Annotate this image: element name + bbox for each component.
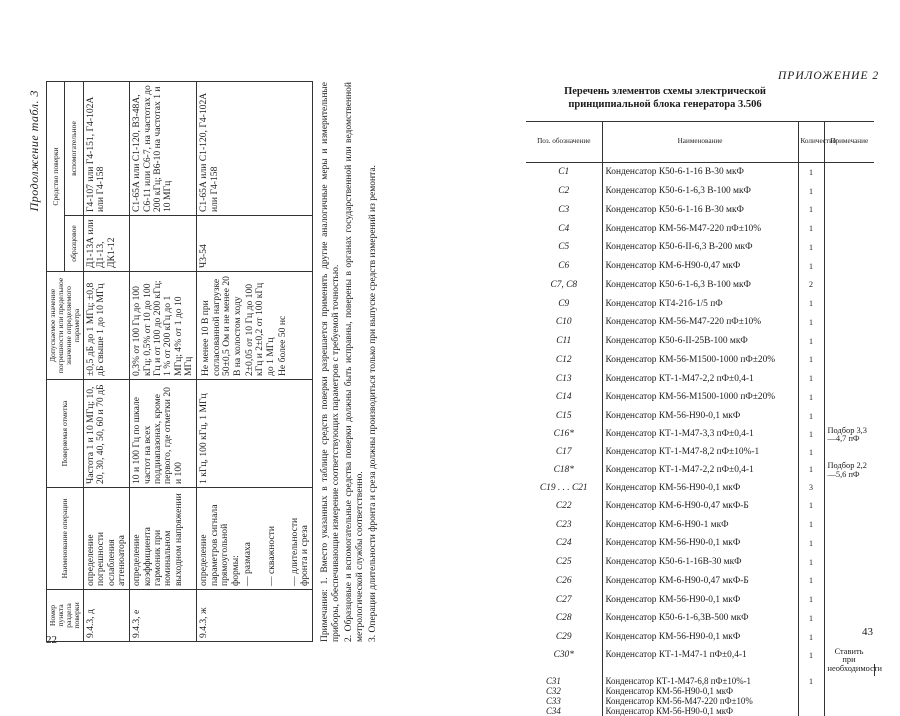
cell-position: С15 — [526, 407, 602, 426]
cell-note — [824, 696, 874, 706]
cell-name: Конденсатор КМ-56-М1500-1000 пФ±20% — [602, 351, 798, 370]
table-row — [526, 388, 874, 407]
table-row — [83, 82, 129, 642]
cell-position: С16* — [526, 426, 602, 444]
header-means: Средство поверки — [47, 82, 65, 272]
cell-name: Конденсатор К50-6-II-25В-100 мкФ — [602, 332, 798, 351]
col-position: Поз. обозначение — [526, 122, 602, 163]
page-number-right: 43 — [862, 626, 873, 638]
cell-quantity: 1 — [798, 294, 824, 313]
table-row — [526, 461, 874, 479]
cell-name: Конденсатор К50-6-1-6,3 В-100 мкФ — [602, 182, 798, 201]
cell-position: С6 — [526, 257, 602, 276]
table-row — [526, 515, 874, 534]
cell-name: Конденсатор КМ-56-Н90-0,1 мкФ — [602, 479, 798, 497]
cell-quantity: 1 — [798, 313, 824, 332]
cell-tolerance — [197, 272, 313, 380]
table-row — [130, 82, 197, 642]
cell-position: С33 — [526, 696, 602, 706]
right-page — [460, 0, 900, 684]
cell-note — [824, 572, 874, 591]
cell-quantity: 1 — [798, 572, 824, 591]
cell-quantity: 1 — [798, 497, 824, 516]
cell-quantity: 1 — [798, 332, 824, 351]
cell-quantity: 1 — [798, 238, 824, 257]
cell-name: Конденсатор КМ-56-Н90-0,1 мкФ — [602, 628, 798, 647]
cell-position: С13 — [526, 369, 602, 388]
table-row — [526, 332, 874, 351]
table-row — [526, 686, 874, 696]
cell-quantity — [798, 696, 824, 706]
cell-note — [824, 257, 874, 276]
cell-quantity: 1 — [798, 388, 824, 407]
cell-position: С27 — [526, 590, 602, 609]
header-item: Номер пункта раздела поверки — [47, 590, 84, 642]
cell-name: Конденсатор КМ-56-М47-220 пФ±10% — [602, 696, 798, 706]
table-row — [526, 369, 874, 388]
cell-note: Подбор 2,2—5,6 пФ — [824, 461, 874, 497]
cell-quantity: 1 — [798, 443, 824, 461]
cell-note: Ставить при необходимости — [824, 647, 874, 677]
cell-quantity: 1 — [798, 676, 824, 686]
cell-position: С30* — [526, 647, 602, 665]
cell-name: Конденсатор КТ-1-М47-3,3 пФ±0,4-1 — [602, 426, 798, 444]
cell-position: С18* — [526, 461, 602, 479]
table-row — [526, 351, 874, 370]
table-row — [526, 313, 874, 332]
cell-position: С31 — [526, 676, 602, 686]
cell-operation — [197, 488, 313, 590]
tolerance-amplitude: Не менее 10 В при согласованной нагрузке 50±0,5 Ом и не менее 20 В на холостом ходу — [201, 275, 242, 376]
table-row — [526, 676, 874, 686]
cell-quantity: 1 — [798, 534, 824, 553]
cell-reference: Ч3-54 — [197, 216, 313, 272]
cell-item: 9.4.3, д — [83, 590, 129, 642]
cell-note — [824, 238, 874, 257]
cell-quantity: 1 — [798, 426, 824, 444]
rotated-table-block — [18, 82, 413, 642]
table-row — [526, 696, 874, 706]
header-operation: Наименование операции — [47, 488, 84, 590]
table-row — [526, 534, 874, 553]
cell-marks: Частота 1 и 10 МГц; 10, 20, 30, 40, 50, 60 и 70 дБ — [83, 380, 129, 488]
cell-reference — [130, 216, 197, 272]
cell-position: С7, С8 — [526, 276, 602, 295]
table-row — [526, 276, 874, 295]
cell-note — [824, 686, 874, 696]
cell-position: С22 — [526, 497, 602, 516]
cell-name: Конденсатор К50-6-1-6,3 В-100 мкФ — [602, 276, 798, 295]
cell-note — [824, 294, 874, 313]
cell-position: С24 — [526, 534, 602, 553]
appendix-label: ПРИЛОЖЕНИЕ 2 — [778, 70, 879, 82]
note-1: Примечания: 1. Вместо указанных в таблице средств поверки разрешается применять другие аналогичные меры и измерительные приборы, обеспечивающие измерение соответствующих параметров с требуемой точностью. — [320, 82, 343, 642]
operation-duty: — скважности — [267, 491, 277, 586]
col-name: Наименование — [602, 122, 798, 163]
table-row — [526, 590, 874, 609]
cell-quantity: 1 — [798, 219, 824, 238]
spacer-cell — [602, 664, 798, 676]
cell-name: Конденсатор К50-6-II-6,3 В-200 мкФ — [602, 238, 798, 257]
cell-name: Конденсатор КМ-6-Н90-1 мкФ — [602, 515, 798, 534]
cell-name: Конденсатор КМ-56-Н90-0,1 мкФ — [602, 686, 798, 696]
cell-quantity: 1 — [798, 369, 824, 388]
header-tolerance: Допускаемое значение погрешности или предельное значение определяемого параметра — [47, 272, 84, 380]
cell-name: Конденсатор К50-6-1-16 В-30 мкФ — [602, 201, 798, 220]
table-row — [526, 182, 874, 201]
continuation-label: Продолжение табл. 3 — [28, 90, 41, 211]
page-title: Перечень элементов схемы электрической принципиальной блока генератора 3.506 — [530, 86, 800, 111]
cell-quantity: 1 — [798, 647, 824, 665]
table-header-row — [47, 82, 65, 642]
table-row — [526, 443, 874, 461]
operation-text: определение параметров сигнала прямоугольной формы: — [198, 505, 240, 586]
table-row — [526, 609, 874, 628]
cell-name: Конденсатор КМ-56-Н90-0,1 мкФ — [602, 534, 798, 553]
cell-quantity: 1 — [798, 407, 824, 426]
cell-name: Конденсатор КМ-56-Н90-0,1 мкФ — [602, 590, 798, 609]
tolerance-duration: Не более 50 нс — [278, 275, 288, 376]
cell-quantity — [798, 706, 824, 716]
operation-amplitude: — размаха — [243, 491, 253, 586]
cell-position: С17 — [526, 443, 602, 461]
col-quantity: Количество — [798, 122, 824, 163]
cell-name: Конденсатор КМ-6-Н90-0,47 мкФ — [602, 257, 798, 276]
cell-note: Подбор 3,3—4,7 пФ — [824, 426, 874, 462]
cell-name: Конденсатор К50-6-1-16 В-30 мкФ — [602, 163, 798, 182]
left-page — [0, 0, 460, 684]
verification-table — [46, 81, 313, 642]
cell-note — [824, 553, 874, 572]
table-row — [526, 238, 874, 257]
cell-quantity — [798, 686, 824, 696]
cell-name: Конденсатор КМ-56-Н90-0,1 мкФ — [602, 706, 798, 716]
cell-note — [824, 590, 874, 609]
cell-position: С11 — [526, 332, 602, 351]
cell-quantity: 1 — [798, 182, 824, 201]
elements-table-body — [526, 163, 874, 716]
table-row — [526, 479, 874, 497]
cell-operation: определение погрешности ослабления аттенюатора — [83, 488, 129, 590]
cell-marks: 1 кГц, 100 кГц, 1 МГц — [197, 380, 313, 488]
table-row — [526, 201, 874, 220]
cell-position: С3 — [526, 201, 602, 220]
cell-position: С5 — [526, 238, 602, 257]
cell-quantity: 3 — [798, 479, 824, 497]
table-row — [526, 407, 874, 426]
cell-note — [824, 609, 874, 628]
cell-auxiliary: Г4-107 или Г4-151, Г4-102А или Г4-158 — [83, 82, 129, 216]
cell-name: Конденсатор КМ-6-Н90-0,47 мкФ-Б — [602, 572, 798, 591]
cell-quantity: 1 — [798, 163, 824, 182]
cell-quantity: 1 — [798, 609, 824, 628]
table-row — [526, 219, 874, 238]
cell-position: С34 — [526, 706, 602, 716]
cell-auxiliary: С1-65А или С1-120, Г4-102А или Г4-158 — [197, 82, 313, 216]
table-row — [526, 257, 874, 276]
cell-quantity: 1 — [798, 351, 824, 370]
cell-tolerance: 0,3% от 100 Гц до 100 кГц; 0,5% от 10 до 100 Гц и от 100 до 200 кГц; 1 % от 200 кГц до 1 МГц; 4% от 1 до 10 МГц — [130, 272, 197, 380]
cell-quantity: 1 — [798, 257, 824, 276]
cell-reference: Д1-13А или Д1-13, ДК1-12 — [83, 216, 129, 272]
cell-quantity: 1 — [798, 515, 824, 534]
cell-position: С10 — [526, 313, 602, 332]
cell-name: Конденсатор КМ-6-Н90-0,47 мкФ-Б — [602, 497, 798, 516]
page-number-left: 22 — [46, 634, 57, 646]
cell-tolerance: ±0,5 дБ до 1 МГц; ±0,8 дБ свыше 1 до 10 МГц — [83, 272, 129, 380]
cell-position: С28 — [526, 609, 602, 628]
table-row — [526, 553, 874, 572]
table-row — [526, 628, 874, 647]
table-row — [526, 426, 874, 444]
cell-item: 9.4.3, ж — [197, 590, 313, 642]
cell-note — [824, 497, 874, 516]
cell-name: Конденсатор КМ-56-М47-220 пФ±10% — [602, 219, 798, 238]
table-row — [197, 82, 313, 642]
spacer-cell — [526, 664, 602, 676]
operation-duration: — длительности фронта и среза — [290, 491, 311, 586]
col-note: Примечание — [824, 122, 874, 163]
table-row — [526, 294, 874, 313]
cell-item: 9.4.3, е — [130, 590, 197, 642]
cell-quantity: 1 — [798, 461, 824, 479]
cell-note — [824, 276, 874, 295]
cell-name: Конденсатор КТ4-21б-1/5 пФ — [602, 294, 798, 313]
cell-name: Конденсатор КМ-56-Н90-0,1 мкФ — [602, 407, 798, 426]
cell-position: С29 — [526, 628, 602, 647]
cell-note — [824, 388, 874, 407]
cell-name: Конденсатор КМ-56-М1500-1000 пФ±20% — [602, 388, 798, 407]
table-row — [526, 163, 874, 182]
cell-name: Конденсатор КТ-1-М47-6,8 пФ±10%-1 — [602, 676, 798, 686]
cell-position: С32 — [526, 686, 602, 696]
cell-position: С9 — [526, 294, 602, 313]
cell-quantity: 2 — [798, 276, 824, 295]
spacer-cell — [798, 664, 824, 676]
cell-position: С12 — [526, 351, 602, 370]
cell-note — [824, 676, 874, 686]
cell-note — [824, 706, 874, 716]
cell-note — [824, 201, 874, 220]
cell-auxiliary: С1-65А или С1-120, В3-48А, С6-11 или С6-7, на частотах до 200 кГц; В6-10 на частотах 1 и 10 МГц — [130, 82, 197, 216]
cell-note — [824, 163, 874, 182]
cell-note — [824, 407, 874, 426]
cell-note — [824, 369, 874, 388]
table-row — [526, 647, 874, 665]
table-row — [526, 706, 874, 716]
cell-quantity: 1 — [798, 201, 824, 220]
table-row — [526, 497, 874, 516]
cell-note — [824, 534, 874, 553]
notes — [320, 82, 380, 642]
cell-position: С1 — [526, 163, 602, 182]
cell-position: С19 . . . С21 — [526, 479, 602, 497]
cell-position: С26 — [526, 572, 602, 591]
cell-name: Конденсатор КТ-1-М47-1 пФ±0,4-1 — [602, 647, 798, 665]
spacer-row — [526, 664, 874, 676]
note-2: 2. Образцовые и вспомогательные средства поверки должны быть исправны, поверены в органах государственной или ведомственной метрологической службы соответственно. — [344, 82, 367, 642]
cell-note — [824, 332, 874, 351]
cell-note — [824, 182, 874, 201]
cell-name: Конденсатор К50-6-1-6,3В-500 мкФ — [602, 609, 798, 628]
cell-position: С2 — [526, 182, 602, 201]
elements-table — [526, 121, 874, 716]
cell-name: Конденсатор КТ-1-М47-8,2 пФ±10%-1 — [602, 443, 798, 461]
cell-quantity: 1 — [798, 590, 824, 609]
header-auxiliary: вспомогательное — [65, 82, 83, 216]
cell-position: С25 — [526, 553, 602, 572]
cell-note — [824, 313, 874, 332]
header-reference: образцовое — [65, 216, 83, 272]
cell-name: Конденсатор КТ-1-М47-2,2 пФ±0,4-1 — [602, 369, 798, 388]
cell-note — [824, 351, 874, 370]
cell-operation: определение коэффициента гармоник при номинальном выходном напряжении — [130, 488, 197, 590]
table-header-row — [526, 122, 874, 163]
cell-name: Конденсатор КТ-1-М47-2,2 пФ±0,4-1 — [602, 461, 798, 479]
tolerance-duty: 2±0,05 от 10 Гц до 100 кГц и 2±0,2 от 100 кГц до 1 МГц — [245, 275, 276, 376]
header-marks: Поверяемая отметка — [47, 380, 84, 488]
cell-quantity: 1 — [798, 628, 824, 647]
cell-name: Конденсатор К50-6-1-16В-30 мкФ — [602, 553, 798, 572]
cell-position: С14 — [526, 388, 602, 407]
cell-quantity: 1 — [798, 553, 824, 572]
cell-note — [824, 219, 874, 238]
cell-position: С23 — [526, 515, 602, 534]
cell-name: Конденсатор КМ-56-М47-220 пФ±10% — [602, 313, 798, 332]
cell-position: С4 — [526, 219, 602, 238]
cell-marks: 10 и 100 Гц по шкале частот на всех поддиапазонах, кроме первого, где отметки 20 и 100 — [130, 380, 197, 488]
table-row — [526, 572, 874, 591]
note-3: 3. Операции длительности фронта и среза должны производиться только при выпуске средств измерений из ремонта. — [368, 82, 379, 642]
cell-note — [824, 515, 874, 534]
